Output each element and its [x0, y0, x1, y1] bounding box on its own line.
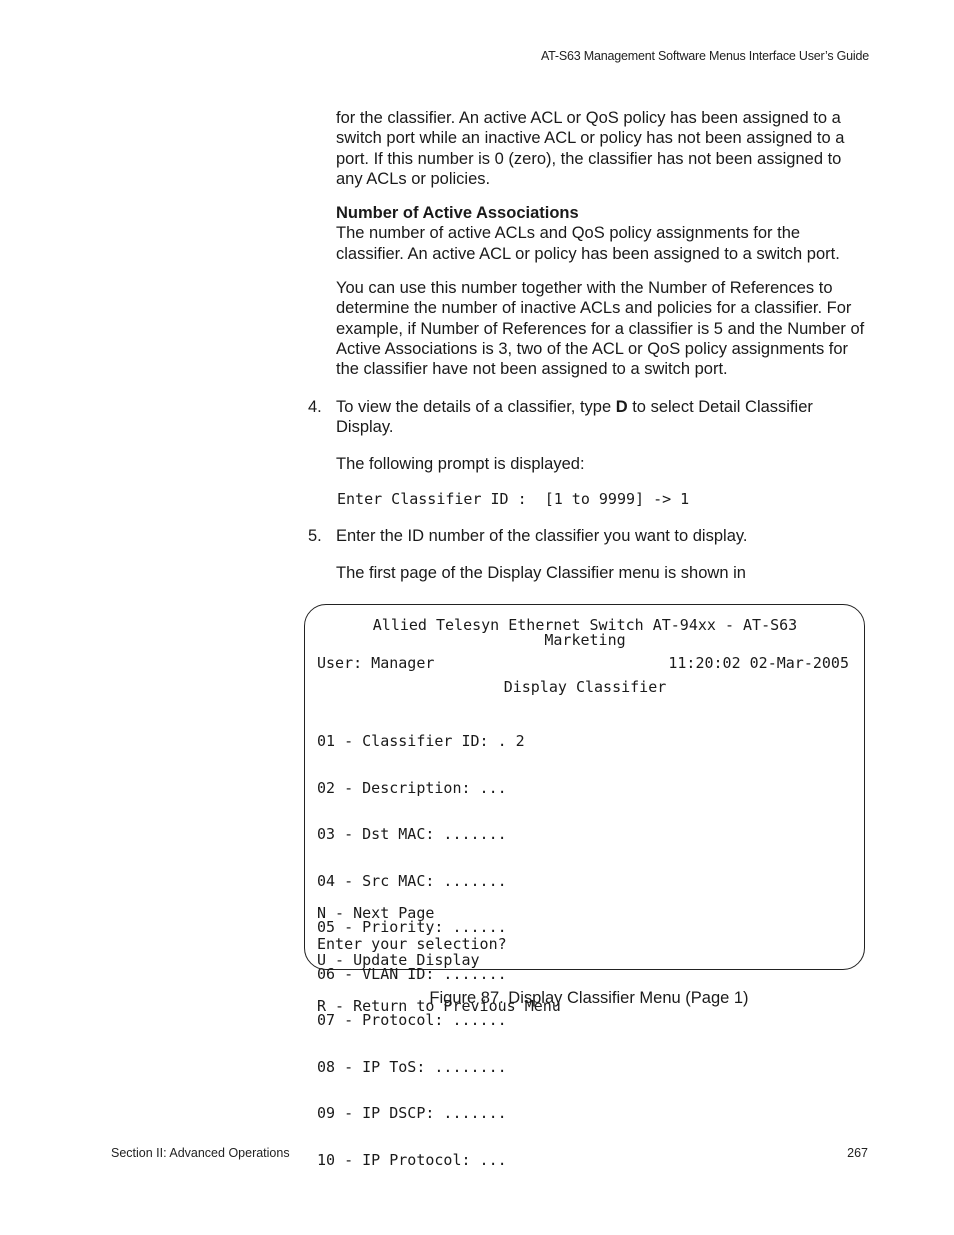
figure-caption: Figure 87. Display Classifier Menu (Page 1)	[429, 989, 749, 1007]
field-dst-mac: 03 - Dst MAC: .......	[317, 825, 507, 843]
field-priority: 05 - Priority: ......	[317, 918, 507, 936]
terminal-menu-title: Display Classifier	[503, 678, 667, 696]
terminal-subtitle: Marketing	[544, 631, 626, 649]
step-key: D	[615, 398, 628, 416]
footer-section: Section II: Advanced Operations	[111, 1146, 290, 1160]
first-page-text: The first page of the Display Classifier menu is shown in	[336, 564, 746, 582]
field-protocol: 07 - Protocol: ......	[317, 1011, 507, 1029]
terminal-timestamp: 11:20:02 02-Mar-2005	[668, 654, 849, 672]
body-paragraph: The number of active ACLs and QoS policy assignments for the classifier. An active ACL or policy has been assigned to a switch port.	[336, 224, 840, 263]
terminal-user: User: Manager	[317, 654, 435, 672]
field-ip-tos: 08 - IP ToS: ........	[317, 1057, 507, 1076]
field-vlan-id: 06 - VLAN ID: .......	[317, 964, 507, 983]
step-text: To view the details of a classifier, type	[336, 398, 616, 416]
classifier-id-prompt: Enter Classifier ID : [1 to 9999] -> 1	[337, 490, 690, 508]
terminal-selection-prompt: Enter your selection?	[317, 935, 507, 953]
following-prompt-text: The following prompt is displayed:	[336, 455, 585, 473]
section-active-associations	[336, 203, 871, 264]
option-next-page: N - Next Page	[317, 904, 435, 922]
step-number: 4.	[308, 398, 322, 416]
terminal-title: Allied Telesyn Ethernet Switch AT-94xx - AT-S63	[372, 616, 798, 634]
running-header: AT-S63 Management Software Menus Interface User’s Guide	[540, 49, 869, 63]
body-paragraph: You can use this number together with the Number of References to determine the number of inactive ACLs and policies for a classifier. For example, if Number of References for a classifier is 5 and the Number of Active Associations is 3, two of the ACL or QoS policy assignments for the classifier have not been assigned to a switch port.	[336, 279, 865, 379]
section-heading: Number of Active Associations	[336, 204, 579, 222]
option-update-display: U - Update Display	[317, 950, 480, 969]
footer-page-number: 267	[847, 1146, 868, 1160]
field-description: 02 - Description: ...	[317, 778, 507, 797]
paragraph-references	[336, 278, 871, 379]
step-number: 5.	[308, 527, 322, 545]
field-ip-protocol: 10 - IP Protocol: ...	[317, 1150, 507, 1169]
field-src-mac: 04 - Src MAC: .......	[317, 871, 507, 890]
paragraph-active-acl	[336, 108, 871, 189]
field-ip-dscp: 09 - IP DSCP: .......	[317, 1104, 507, 1122]
step-text: to select Detail Classifier Display.	[336, 398, 813, 437]
step-4	[336, 397, 871, 438]
step-5: Enter the ID number of the classifier you want to display.	[336, 527, 748, 545]
field-classifier-id: 01 - Classifier ID: . 2	[317, 732, 525, 750]
option-return: R - Return to Previous Menu	[317, 997, 561, 1015]
body-paragraph: for the classifier. An active ACL or QoS policy has been assigned to a switch port while an inactive ACL or policy has not been assigned to a port. If this number is 0 (zero), the classifier has not been assigned to any ACLs or policies.	[336, 109, 845, 188]
